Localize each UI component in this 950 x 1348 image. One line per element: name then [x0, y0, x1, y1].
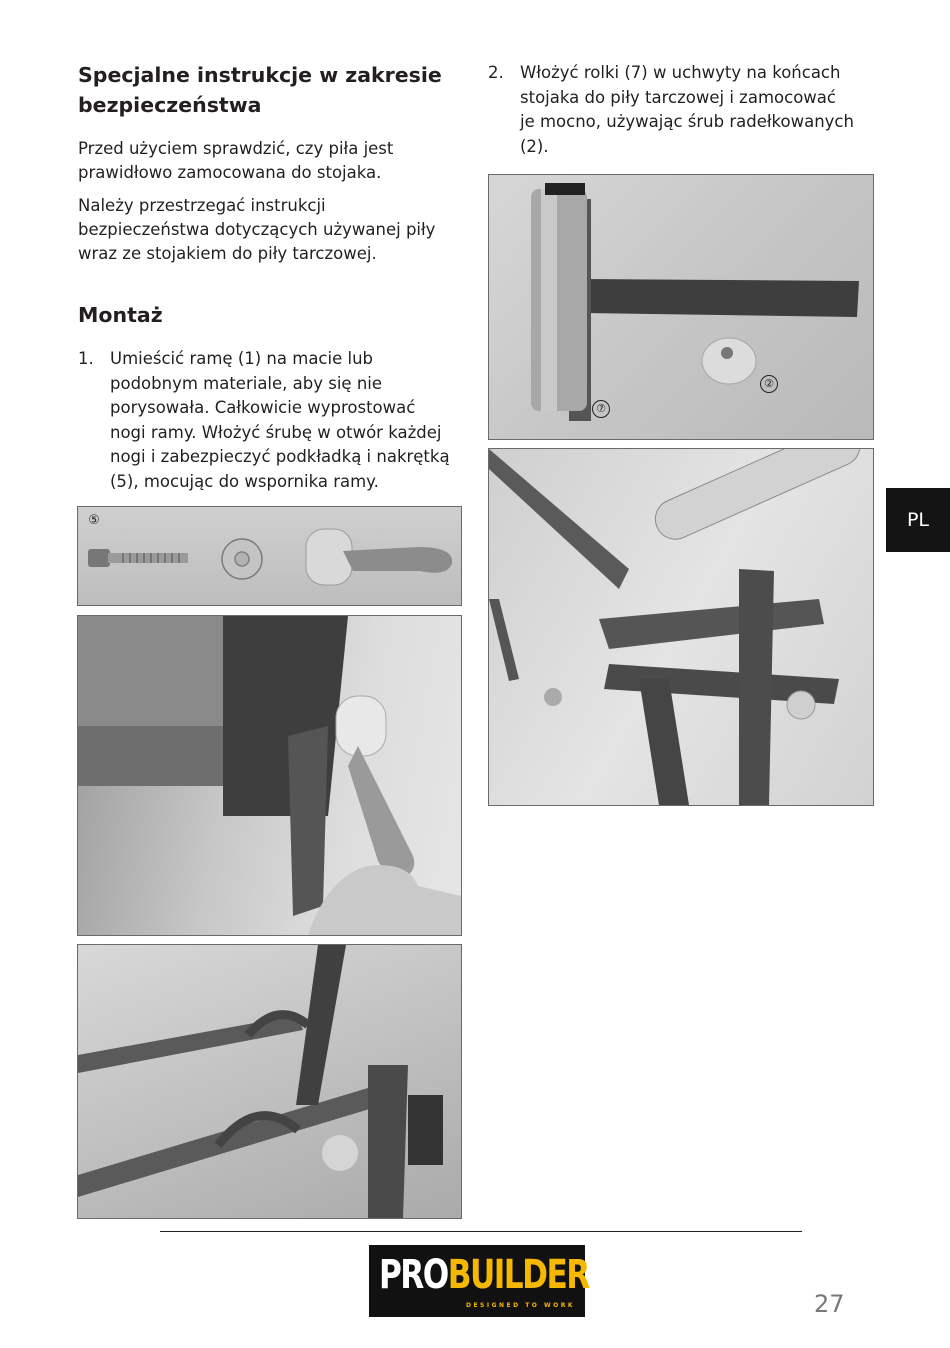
safety-paragraph-2-line3: wraz ze stojakiem do piły tarczowej.: [78, 244, 377, 263]
logo-wordmark: [379, 1249, 589, 1301]
photo-bolt-washer-nut: [77, 506, 462, 606]
step-1-text: Umieścić ramę (1) na macie lub podobnym materiale, aby się nie porysowała. Całkowicie wyprostować nogi ramy. Włożyć śrubę w otwór każdej nogi i zabezpieczyć podkładką i nakrętką (5), mocując do wspornika ramy.: [110, 349, 450, 491]
safety-paragraph-1-line2: prawidłowo zamocowana do stojaka.: [78, 163, 382, 182]
step-2-number: 2.: [488, 63, 504, 82]
photo-roller-and-knob: [488, 174, 874, 440]
callout-2: ②: [760, 375, 778, 393]
safety-heading-line1: Specjalne instrukcje w zakresie: [78, 63, 442, 87]
step-1: [78, 347, 468, 497]
step-2: [488, 61, 888, 161]
photo-frame-clamp-nut: [77, 615, 462, 936]
frame-clamp-illustration: [78, 616, 461, 935]
roller-mounted-illustration: [489, 449, 873, 805]
photo-roller-mounted: [488, 448, 874, 806]
frame-underside-illustration: [78, 945, 461, 1218]
safety-paragraph-2-line2: bezpieczeństwa dotyczących używanej piły: [78, 220, 436, 239]
photo-frame-underside: [77, 944, 462, 1219]
safety-heading-line2: bezpieczeństwa: [78, 93, 262, 117]
callout-7: ⑦: [592, 400, 610, 418]
step-2-text: Włożyć rolki (7) w uchwyty na końcach stojaka do piły tarczowej i zamocować je mocno, używając śrub radełkowanych (2).: [520, 63, 854, 156]
safety-paragraph-2-line1: Należy przestrzegać instrukcji: [78, 196, 326, 215]
language-tab: PL: [886, 488, 950, 552]
assembly-heading: Montaż: [78, 303, 163, 327]
footer-rule: [160, 1231, 802, 1232]
callout-5: ⑤: [88, 513, 100, 528]
bolt-washer-nut-illustration: [78, 507, 461, 605]
roller-knob-illustration: [489, 175, 873, 439]
step-1-number: 1.: [78, 349, 94, 368]
logo-pro: PRO: [379, 1252, 448, 1298]
probuilder-logo: [369, 1245, 589, 1317]
logo-builder: BUILDER: [447, 1252, 589, 1298]
page-number: 27: [814, 1290, 845, 1318]
logo-tagline: DESIGNED TO WORK: [465, 1302, 575, 1309]
safety-paragraph-1-line1: Przed użyciem sprawdzić, czy piła jest: [78, 139, 394, 158]
